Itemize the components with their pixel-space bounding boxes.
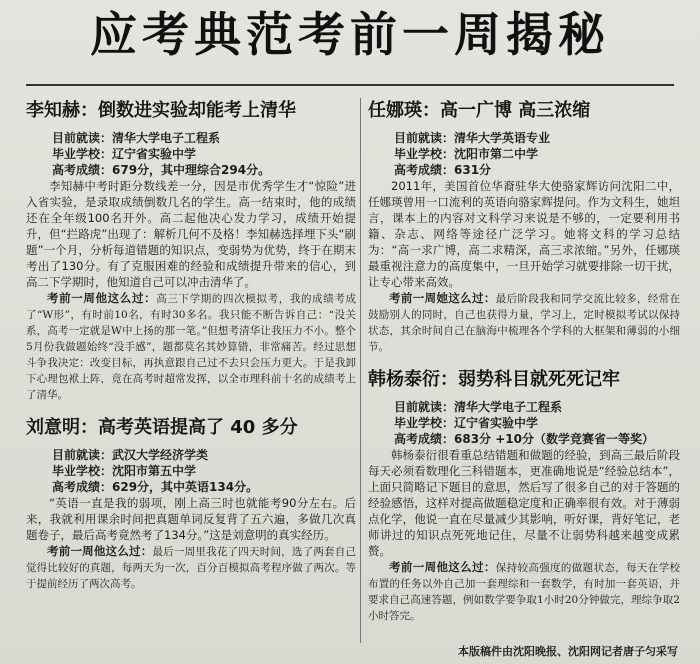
article-title: 李知赫：倒数进实验却能考上清华 <box>26 100 296 121</box>
info-current: 目前就读：武汉大学经济学类 <box>52 448 209 462</box>
info-score: 高考成绩：629分，其中英语134分。 <box>52 480 259 494</box>
tip-lead: 考前一周他这么过： <box>47 291 157 305</box>
info-school: 毕业学校：辽宁省实验中学 <box>394 416 539 430</box>
article-tip <box>26 543 356 592</box>
info-score: 高考成绩：631分 <box>394 163 492 177</box>
info-school: 毕业学校：沈阳市第五中学 <box>52 464 197 478</box>
article-body: “英语一直是我的弱项，刚上高三时也就能考90分左右。后来，我就利用课余时间把真题单词反复背了五六遍，多做几次真题卷子，最后高考竟然考了134分。”这是刘意明的真实经历。 <box>26 496 356 542</box>
article-info <box>26 447 356 495</box>
tip-text: 保持较高强度的做题状态，每天在学校布置的任务以外自己加一套理综和一套数学，有时加一套英语，并要求自己高速答题，例如数学要争取1小时20分钟做完，理综争取2小时答完。 <box>368 562 680 622</box>
info-school: 毕业学校：辽宁省实验中学 <box>52 147 197 161</box>
info-score: 高考成绩：679分，其中理综合294分。 <box>52 163 271 177</box>
article-title: 刘意明：高考英语提高了 40 多分 <box>26 417 298 438</box>
article-liu-yiming <box>26 415 356 592</box>
article-han-yangtaiyan <box>368 367 680 624</box>
info-current: 目前就读：清华大学英语专业 <box>394 131 551 145</box>
article-title: 韩杨泰衍：弱势科目就死死记牢 <box>368 369 620 390</box>
article-body: 韩杨泰衍很看重总结错题和做题的经验，到高三最后阶段每天必须看数理化三科错题本，更准确地说是“经验总结本”，上面只简略记下题目的意思，然后写了很多自己的对于答题的经验感悟，这样对提高做题稳定度和正确率很有效。对于薄弱点化学，他说一直在尽量减少其影响，听好课，背好笔记，老师讲过的知识点死死地记住，尽量不让弱势科越来越变成累赘。 <box>368 448 680 558</box>
tip-lead: 考前一周他这么过： <box>389 560 496 574</box>
info-current: 目前就读：清华大学电子工程系 <box>52 131 221 145</box>
article-li-zhihe <box>26 98 356 403</box>
tip-text: 最后阶段我和同学交流比较多，经常在鼓励别人的同时，自己也获得力量，学习上，定时模拟考试以保持状态，其余时间自己在脑海中梳理各个学科的大框架和薄弱的小细节。 <box>368 293 680 353</box>
article-ren-naying <box>368 98 680 355</box>
column-divider <box>360 98 361 643</box>
page-headline: 应考典范考前一周揭秘 <box>90 8 610 63</box>
page-credit: 本版稿件由沈阳晚报、沈阳网记者唐子匀采写 <box>458 645 678 658</box>
tip-text: 最后一周里我花了四天时间，选了两套自己觉得比较好的真题，每两天为一次，百分百模拟高考程序做了两次。等于提前经历了两次高考。 <box>26 546 356 590</box>
tip-lead: 考前一周他这么过： <box>47 544 153 558</box>
article-title: 任娜瑛：高一广博 高三浓缩 <box>368 100 591 121</box>
right-column <box>368 94 680 650</box>
article-tip <box>368 559 680 624</box>
article-info <box>368 399 680 447</box>
article-tip <box>368 290 680 355</box>
info-score: 高考成绩：683分 +10分（数学竞赛省一等奖） <box>394 432 654 446</box>
article-body: 2011年，美国首位华裔驻华大使骆家辉访问沈阳二中，任娜瑛曾用一口流利的英语向骆家辉提问。作为文科生，她坦言，课本上的内容对文科学习来说是不够的，一定要利用书籍、杂志、网络等途径广泛学习。她将文科的学习总结为：“高一求广博，高二求精深，高三求浓缩。”另外，任娜瑛最重视注意力的高度集中，一旦开始学习就要排除一切干扰，让专心带来高效。 <box>368 179 680 289</box>
article-body: 李知赫中考时距分数线差一分，因是市优秀学生才“惊险”进入省实验，是录取成绩倒数几名的学生。高一结束时，他的成绩还在全年级100名开外。高二起他决心发力学习，成绩开始提升，但“拦路虎”出现了：解析几何不及格！李知赫选择埋下头“刷题”一个月，分析每道错题的知识点，变弱势为优势，终于在期末考出了130分。有了克服困难的经验和成绩提升带来的信心，到高二下学期时，他知道自己可以冲击清华了。 <box>26 179 356 289</box>
tip-text: 高三下学期的四次模拟考，我的成绩考成了“W形”，有时前10名，有时30多名。我只能不断告诉自己：“没关系，高考一定就是W中上扬的那一笔。”但想考清华让我压力不小。整个5月份我做题始终“没手感”，题都莫名其妙算错，非常痛苦。经过思想斗争我决定：改变目标，再执意跟自己过不去只会压力更大。于是我卸下心理包袱上阵，竟在高考时超常发挥，以全市理科前十名的成绩考上了清华。 <box>26 293 356 401</box>
headline-rule <box>26 84 674 86</box>
info-current: 目前就读：清华大学电子工程系 <box>394 400 563 414</box>
article-tip <box>26 290 356 403</box>
tip-lead: 考前一周她这么过： <box>389 291 496 305</box>
article-info <box>26 130 356 178</box>
info-school: 毕业学校：沈阳市第二中学 <box>394 147 539 161</box>
article-info <box>368 130 680 178</box>
left-column <box>26 94 356 650</box>
